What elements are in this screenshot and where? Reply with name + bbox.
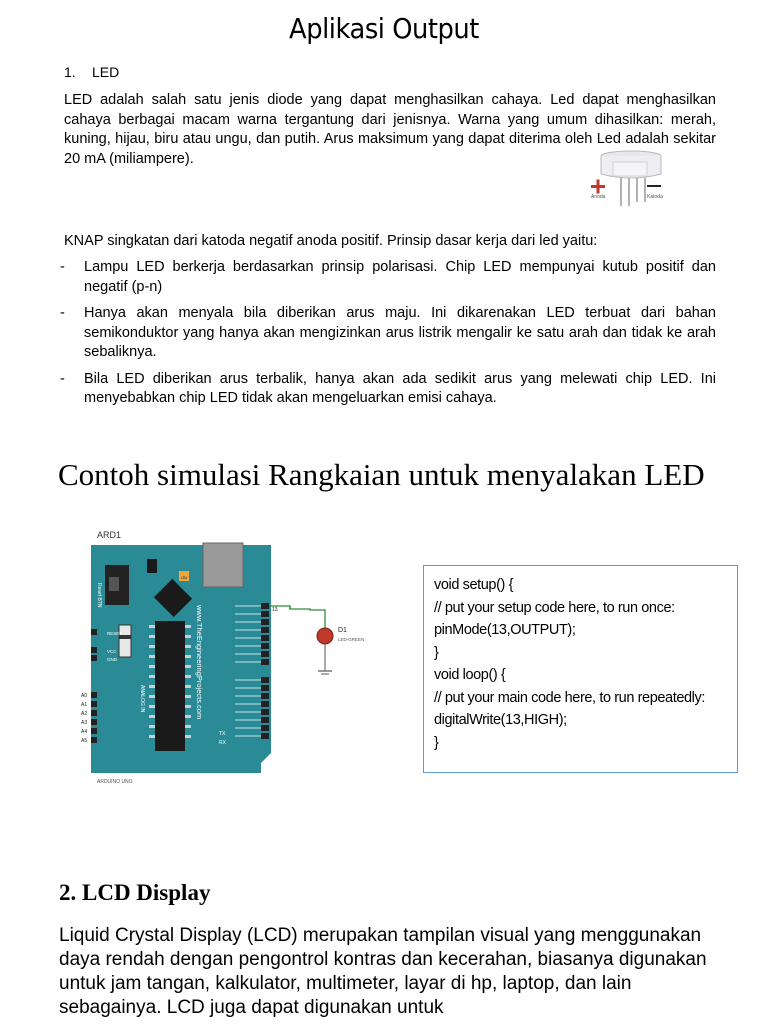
code-line: } <box>434 644 439 661</box>
section-heading-led <box>64 64 119 80</box>
lcd-heading: 2. LCD Display <box>59 880 211 905</box>
knap-paragraph: KNAP singkatan dari katoda negatif anoda positif. Prinsip dasar kerja dari led yaitu: <box>64 233 598 249</box>
led-photo <box>585 148 675 210</box>
board-label: ARD1 <box>97 530 122 540</box>
code-line: } <box>434 734 439 751</box>
on-led-label: ON <box>181 575 187 580</box>
analog-in-label: ANALOG IN <box>139 685 145 713</box>
svg-text:RESET: RESET <box>107 631 123 636</box>
led-name: D1 <box>338 627 347 634</box>
code-line: void setup() { <box>434 577 514 593</box>
svg-text:A0: A0 <box>81 693 88 699</box>
reset-button-label: Reset BTN <box>96 583 102 608</box>
led-principles-list <box>60 258 716 416</box>
svg-text:A4: A4 <box>81 729 88 735</box>
code-line: void loop() { <box>434 667 506 683</box>
anode-label: Anoda <box>591 194 606 200</box>
code-line: pinMode(13,OUTPUT); <box>434 622 576 638</box>
section-title: LED <box>92 64 120 80</box>
page-title: Aplikasi Output <box>289 12 479 45</box>
section-number: 1. <box>64 64 76 80</box>
board-url: www.TheEngineeringProjects.com <box>195 605 204 720</box>
list-item: - Bila LED diberikan arus terbalik, hanya akan ada sedikit arus yang melewati chip LED. Ini menyebabkan chip LED tidak akan mengeluarkan emisi cahaya. <box>60 370 716 406</box>
svg-text:A1: A1 <box>81 702 88 708</box>
svg-text:VCC: VCC <box>107 649 117 654</box>
board-footer: ARDUINO UNO <box>97 779 133 785</box>
lcd-paragraph: Liquid Crystal Display (LCD) merupakan tampilan visual yang menggunakan daya rendah dengan pengontrol kontras dan kecerahan, biasanya digunakan untuk jam tangan, kalkulator, multimeter, layar di hp, laptop, dan lain sebagainya. LCD juga dapat digunakan untuk <box>59 925 707 1018</box>
svg-text:RX: RX <box>219 740 226 746</box>
led-model: LED-GREEN <box>338 637 365 642</box>
svg-text:A2: A2 <box>81 711 88 717</box>
code-line: digitalWrite(13,HIGH); <box>434 712 567 728</box>
code-line: // put your setup code here, to run once: <box>434 599 675 616</box>
svg-text:GND: GND <box>107 657 117 662</box>
arduino-schematic <box>81 525 385 790</box>
list-item: - Lampu LED berkerja berdasarkan prinsip polarisasi. Chip LED mempunyai kutub positif dan negatif (p-n) <box>60 259 716 295</box>
led-paragraph: LED adalah salah satu jenis diode yang dapat menghasilkan cahaya. Led dapat menghasilkan cahaya berbagai macam warna tergantung dari jenisnya. Warna yang umum dihasilkan: merah, kuning, hijau, biru atau ungu, dan putih. Arus maksimum yang dapat diterima oleh Led adalah sekitar 20 mA (miliampere). <box>64 92 716 167</box>
cathode-label: Katoda <box>647 194 663 200</box>
simulation-heading: Contoh simulasi Rangkaian untuk menyalakan LED <box>58 457 705 492</box>
code-line: // put your main code here, to run repeatedly: <box>434 689 705 706</box>
code-box <box>423 565 738 773</box>
minus-sign-icon <box>647 185 661 187</box>
svg-text:A5: A5 <box>81 738 88 744</box>
list-item: - Hanya akan menyala bila diberikan arus maju. Ini dikarenakan LED terbuat dari bahan semikonduktor yang hanya akan mengizinkan arus listrik mengalir ke satu arah dan tidak ke arah sebaliknya. <box>60 305 716 360</box>
svg-text:A3: A3 <box>81 720 88 726</box>
svg-text:TX: TX <box>219 731 226 737</box>
led-icon <box>317 628 333 644</box>
pin-13-label: 13 <box>272 607 278 613</box>
